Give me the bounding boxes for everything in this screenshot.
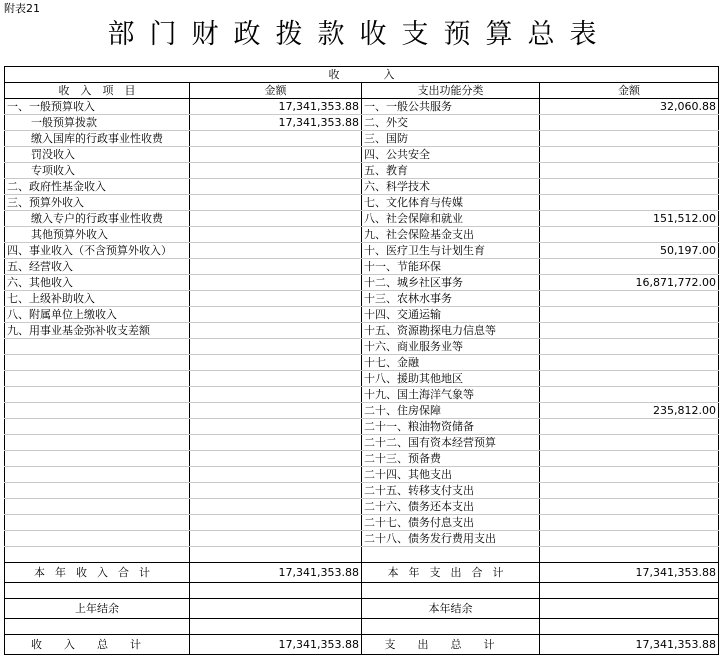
- income-item: [5, 531, 190, 547]
- expense-item: 十七、金融: [362, 355, 540, 371]
- table-row: [5, 531, 719, 547]
- blank-cell: [5, 583, 190, 599]
- income-item: [5, 435, 190, 451]
- expense-item: 十三、农林水事务: [362, 291, 540, 307]
- income-amount: [190, 195, 362, 211]
- expense-item: 二十五、转移支付支出: [362, 483, 540, 499]
- income-item: 六、其他收入: [5, 275, 190, 291]
- col-expense-item: 支出功能分类: [362, 83, 540, 99]
- expense-amount: [540, 515, 719, 531]
- expense-amount: [540, 451, 719, 467]
- blank-cell: [190, 583, 362, 599]
- expense-item: 十五、资源勘探电力信息等: [362, 323, 540, 339]
- table-row: [5, 307, 719, 323]
- income-item: 缴入国库的行政事业性收费: [5, 131, 190, 147]
- expense-item: 十六、商业服务业等: [362, 339, 540, 355]
- expense-item: 十一、节能环保: [362, 259, 540, 275]
- blank-cell: [540, 583, 719, 599]
- expense-amount: 16,871,772.00: [540, 275, 719, 291]
- income-amount: [190, 259, 362, 275]
- year-expense-label: 本年支出合计: [362, 563, 540, 583]
- expense-amount: [540, 387, 719, 403]
- income-amount: [190, 323, 362, 339]
- income-header-row: [5, 67, 719, 83]
- expense-amount: [540, 371, 719, 387]
- table-row: [5, 131, 719, 147]
- income-item: [5, 467, 190, 483]
- income-item: [5, 515, 190, 531]
- expense-amount: [540, 259, 719, 275]
- expense-item: 十八、援助其他地区: [362, 371, 540, 387]
- blank-row: [5, 619, 719, 635]
- expense-item: 五、教育: [362, 163, 540, 179]
- table-row: [5, 323, 719, 339]
- income-amount: [190, 499, 362, 515]
- blank-cell: [362, 547, 540, 563]
- income-amount: [190, 387, 362, 403]
- expense-item: 二十、住房保障: [362, 403, 540, 419]
- expense-item: 二十七、债务付息支出: [362, 515, 540, 531]
- grand-total-row: [5, 635, 719, 655]
- expense-amount: [540, 467, 719, 483]
- income-amount: 17,341,353.88: [190, 115, 362, 131]
- expense-amount: [540, 531, 719, 547]
- table-row: [5, 259, 719, 275]
- year-total-row: [5, 563, 719, 583]
- income-total-label: 收入总计: [5, 635, 190, 655]
- table-row: [5, 435, 719, 451]
- expense-item: 二十二、国有资本经营预算: [362, 435, 540, 451]
- expense-item: 十、医疗卫生与计划生育: [362, 243, 540, 259]
- income-item: [5, 451, 190, 467]
- income-amount: [190, 227, 362, 243]
- blank-row: [5, 547, 719, 563]
- expense-total-label: 支出总计: [362, 635, 540, 655]
- expense-amount: [540, 307, 719, 323]
- expense-amount: [540, 323, 719, 339]
- expense-amount: [540, 339, 719, 355]
- table-row: [5, 291, 719, 307]
- table-row: [5, 355, 719, 371]
- expense-amount: [540, 499, 719, 515]
- expense-amount: [540, 179, 719, 195]
- table-row: [5, 339, 719, 355]
- table-row: [5, 483, 719, 499]
- expense-item: 二十六、债务还本支出: [362, 499, 540, 515]
- income-item: 八、附属单位上缴收入: [5, 307, 190, 323]
- income-header: 收 入: [5, 67, 719, 83]
- expense-amount: [540, 147, 719, 163]
- expense-item: 七、文化体育与传媒: [362, 195, 540, 211]
- table-row: [5, 467, 719, 483]
- expense-item: 二十三、预备费: [362, 451, 540, 467]
- table-row: [5, 195, 719, 211]
- expense-amount: 32,060.88: [540, 99, 719, 115]
- expense-item: 九、社会保险基金支出: [362, 227, 540, 243]
- blank-cell: [540, 619, 719, 635]
- table-row: [5, 147, 719, 163]
- income-item: 七、上级补助收入: [5, 291, 190, 307]
- table-row: [5, 115, 719, 131]
- table-row: [5, 243, 719, 259]
- table-row: [5, 179, 719, 195]
- expense-item: 二十八、债务发行费用支出: [362, 531, 540, 547]
- income-item: [5, 371, 190, 387]
- income-amount: [190, 451, 362, 467]
- income-item: [5, 419, 190, 435]
- expense-item: 四、公共安全: [362, 147, 540, 163]
- expense-amount: [540, 291, 719, 307]
- table-row: [5, 275, 719, 291]
- table-row: [5, 419, 719, 435]
- income-amount: [190, 515, 362, 531]
- expense-item: 十四、交通运输: [362, 307, 540, 323]
- balance-row: [5, 599, 719, 619]
- income-amount: [190, 307, 362, 323]
- expense-item: 二、外交: [362, 115, 540, 131]
- income-item: 三、预算外收入: [5, 195, 190, 211]
- income-amount: [190, 211, 362, 227]
- year-income-label: 本年收入合计: [5, 563, 190, 583]
- col-amount-2: 金额: [540, 83, 719, 99]
- expense-amount: [540, 163, 719, 179]
- income-total-amount: 17,341,353.88: [190, 635, 362, 655]
- expense-amount: 151,512.00: [540, 211, 719, 227]
- table-row: [5, 163, 719, 179]
- expense-total-amount: 17,341,353.88: [540, 635, 719, 655]
- income-amount: [190, 403, 362, 419]
- income-item: 其他预算外收入: [5, 227, 190, 243]
- blank-cell: [5, 619, 190, 635]
- expense-amount: 50,197.00: [540, 243, 719, 259]
- expense-amount: [540, 115, 719, 131]
- blank-cell: [5, 547, 190, 563]
- prev-balance-amount: [190, 599, 362, 619]
- budget-table: [4, 66, 719, 655]
- expense-item: 二十一、粮油物资储备: [362, 419, 540, 435]
- expense-amount: [540, 227, 719, 243]
- income-item: 专项收入: [5, 163, 190, 179]
- income-amount: [190, 179, 362, 195]
- year-expense-amount: 17,341,353.88: [540, 563, 719, 583]
- income-amount: [190, 435, 362, 451]
- expense-item: 十二、城乡社区事务: [362, 275, 540, 291]
- income-amount: [190, 467, 362, 483]
- expense-amount: [540, 419, 719, 435]
- income-amount: 17,341,353.88: [190, 99, 362, 115]
- income-amount: [190, 419, 362, 435]
- expense-amount: [540, 195, 719, 211]
- income-item: [5, 499, 190, 515]
- income-amount: [190, 355, 362, 371]
- income-amount: [190, 163, 362, 179]
- current-balance-amount: [540, 599, 719, 619]
- income-item: [5, 355, 190, 371]
- income-amount: [190, 339, 362, 355]
- table-row: [5, 99, 719, 115]
- income-amount: [190, 147, 362, 163]
- expense-item: 十九、国土海洋气象等: [362, 387, 540, 403]
- expense-amount: 235,812.00: [540, 403, 719, 419]
- income-item: 二、政府性基金收入: [5, 179, 190, 195]
- income-item: [5, 387, 190, 403]
- income-amount: [190, 275, 362, 291]
- col-income-item: 收 入 项 目: [5, 83, 190, 99]
- expense-item: 八、社会保障和就业: [362, 211, 540, 227]
- income-item: 缴入专户的行政事业性收费: [5, 211, 190, 227]
- income-item: 九、用事业基金弥补收支差额: [5, 323, 190, 339]
- blank-row: [5, 583, 719, 599]
- expense-item: 三、国防: [362, 131, 540, 147]
- current-balance-label: 本年结余: [362, 599, 540, 619]
- table-row: [5, 403, 719, 419]
- table-row: [5, 371, 719, 387]
- page-title: 部门财政拨款收支预算总表: [107, 19, 612, 50]
- attachment-label: 附表21: [4, 2, 40, 15]
- blank-cell: [540, 547, 719, 563]
- income-item: 四、事业收入（不含预算外收入）: [5, 243, 190, 259]
- income-item: 五、经营收入: [5, 259, 190, 275]
- income-amount: [190, 243, 362, 259]
- expense-amount: [540, 355, 719, 371]
- table-row: [5, 451, 719, 467]
- income-item: [5, 403, 190, 419]
- income-item: 一、一般预算收入: [5, 99, 190, 115]
- prev-balance-label: 上年结余: [5, 599, 190, 619]
- table-row: [5, 211, 719, 227]
- col-amount: 金额: [190, 83, 362, 99]
- blank-cell: [190, 619, 362, 635]
- income-item: [5, 339, 190, 355]
- income-amount: [190, 483, 362, 499]
- table-row: [5, 499, 719, 515]
- income-amount: [190, 131, 362, 147]
- blank-cell: [190, 547, 362, 563]
- income-amount: [190, 291, 362, 307]
- blank-cell: [362, 583, 540, 599]
- expense-item: 六、科学技术: [362, 179, 540, 195]
- expense-item: 一、一般公共服务: [362, 99, 540, 115]
- income-item: 一般预算拨款: [5, 115, 190, 131]
- expense-amount: [540, 435, 719, 451]
- table-row: [5, 515, 719, 531]
- table-row: [5, 387, 719, 403]
- table-row: [5, 227, 719, 243]
- income-item: [5, 483, 190, 499]
- expense-item: 二十四、其他支出: [362, 467, 540, 483]
- year-income-amount: 17,341,353.88: [190, 563, 362, 583]
- income-amount: [190, 531, 362, 547]
- expense-amount: [540, 483, 719, 499]
- income-item: 罚没收入: [5, 147, 190, 163]
- blank-cell: [362, 619, 540, 635]
- expense-amount: [540, 131, 719, 147]
- income-amount: [190, 371, 362, 387]
- column-header-row: [5, 83, 719, 99]
